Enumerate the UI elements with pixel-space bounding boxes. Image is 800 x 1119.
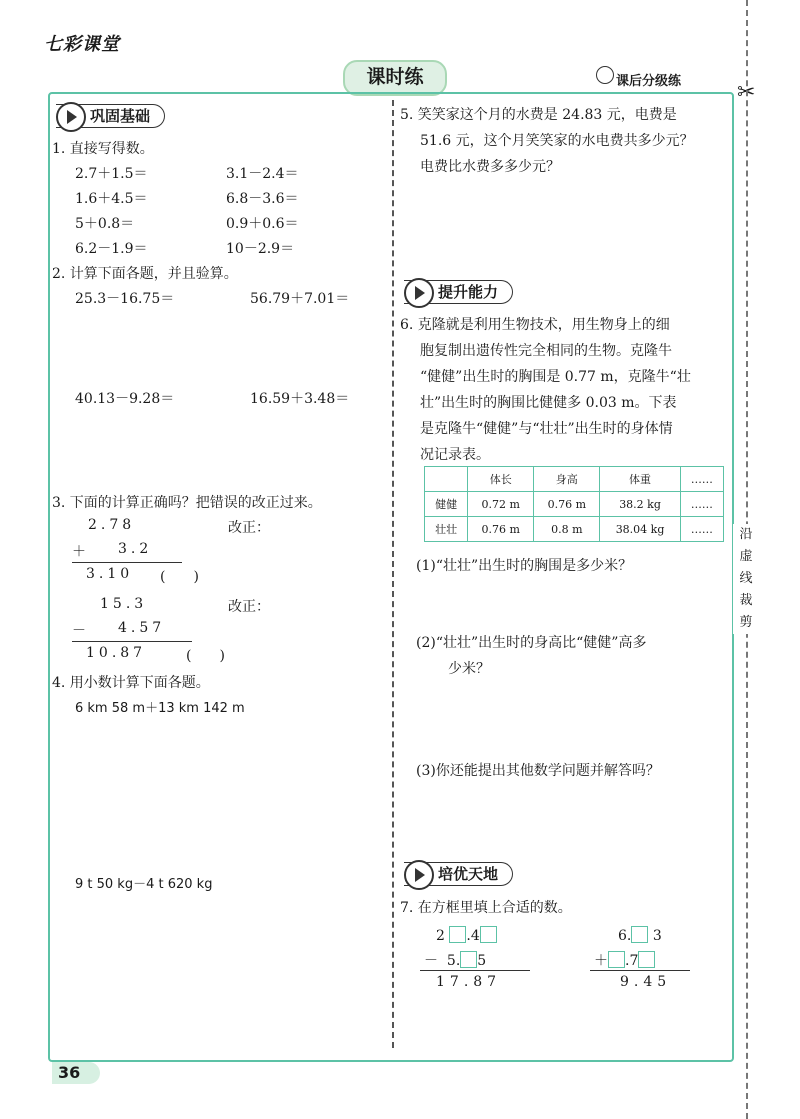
q2-item: 56.79＋7.01＝ (250, 291, 350, 307)
answer-box[interactable] (480, 926, 497, 943)
q7b-line (590, 970, 690, 971)
q3a-bottom: 3.2 (118, 541, 153, 557)
q1-item: 5＋0.8＝ (75, 216, 135, 232)
q6-sub1: (1)“壮壮”出生时的胸围是多少米？ (416, 558, 633, 574)
q1-item: 2.7＋1.5＝ (75, 166, 148, 182)
q3b-fix-label: 改正： (228, 599, 270, 615)
q7-title: 7. 在方框里填上合适的数。 (400, 900, 572, 916)
q3b-op: － (72, 623, 86, 639)
q4-item: 6 km 58 m＋13 km 142 m (75, 701, 245, 716)
play-icon (404, 860, 434, 890)
q1-item: 0.9＋0.6＝ (226, 216, 299, 232)
answer-box[interactable] (631, 926, 648, 943)
q1-item: 6.8－3.6＝ (226, 191, 299, 207)
q3-title: 3. 下面的计算正确吗？把错误的改正过来。 (52, 495, 322, 511)
q1-item: 10－2.9＝ (226, 241, 295, 257)
section-improve: 提升能力 (404, 280, 513, 304)
q1-item: 1.6＋4.5＝ (75, 191, 148, 207)
table-row: 健健 0.72 m 0.76 m 38.2 kg …… (425, 492, 724, 517)
q3b-bottom: 4.57 (118, 620, 166, 636)
cut-instruction: 沿 虚 线 裁 剪 (733, 524, 759, 634)
content-frame (48, 92, 734, 1062)
q6-text: 6. 克隆就是利用生物技术，用生物身上的细 胞复制出遗传性完全相同的生物。克隆牛 “健健”出生时的胸围是 0.77 m，克隆牛“壮 壮”出生时的胸围比健健多 0.03 m。下表 是克隆牛“健健”与“壮壮”出生时的身体情 况记录表。 (400, 317, 691, 463)
page-title: 课时练 (343, 60, 447, 96)
q3a-fix-label: 改正： (228, 520, 270, 536)
q7b-mid: ＋ .7 (594, 950, 655, 970)
table-row: 壮壮 0.76 m 0.8 m 38.04 kg …… (425, 517, 724, 542)
q6-sub2: (2)“壮壮”出生时的身高比“健健”高多 少米？ (416, 635, 647, 677)
q7a-result: 17.87 (436, 974, 502, 990)
brand-text: 七彩课堂 (44, 34, 120, 55)
q5-text: 5. 笑笑家这个月的水费是 24.83 元，电费是 51.6 元，这个月笑笑家的水电费共多少元？ 电费比水费多多少元？ (400, 107, 694, 175)
column-divider (392, 100, 394, 1048)
subtitle: 课后分级练 (616, 74, 682, 89)
q3a-result: 3.10 (86, 566, 134, 582)
q7a-top: 2 .4 (436, 926, 497, 944)
section-excellence: 培优天地 (404, 862, 513, 886)
play-icon (404, 278, 434, 308)
q7b-result: 9.45 (620, 974, 672, 990)
answer-box[interactable] (460, 951, 477, 968)
q4-item: 9 t 50 kg－4 t 620 kg (75, 877, 213, 892)
q3a-line (72, 562, 182, 563)
body-info-table (424, 466, 724, 542)
clock-icon (596, 66, 614, 84)
q7b-top: 6. 3 (618, 928, 662, 944)
q3b-line (72, 641, 192, 642)
q3b-top: 15.3 (100, 596, 148, 612)
q1-item: 3.1－2.4＝ (226, 166, 299, 182)
q2-item: 25.3－16.75＝ (75, 291, 175, 307)
answer-box[interactable] (449, 926, 466, 943)
q3a-top: 2.78 (88, 517, 136, 533)
table-header-row: 体长 身高 体重 …… (425, 467, 724, 492)
section-consolidate: 巩固基础 (56, 104, 165, 128)
q7a-line (420, 970, 530, 971)
q7a-mid: － 5. 5 (424, 953, 487, 969)
q3b-answer[interactable]: ( ) (186, 648, 225, 664)
q3a-op: ＋ (72, 544, 86, 560)
q6-sub3: (3)你还能提出其他数学问题并解答吗？ (416, 763, 660, 779)
scissors-icon: ✂ (737, 80, 756, 105)
brand-logo (44, 30, 120, 56)
play-icon (56, 102, 86, 132)
q3a-answer[interactable]: ( ) (160, 569, 199, 585)
q1-item: 6.2－1.9＝ (75, 241, 148, 257)
q4-title: 4. 用小数计算下面各题。 (52, 675, 210, 691)
q3b-result: 10.87 (86, 645, 147, 661)
q2-item: 16.59＋3.48＝ (250, 391, 350, 407)
q2-item: 40.13－9.28＝ (75, 391, 175, 407)
answer-box[interactable] (638, 951, 655, 968)
q2-title: 2. 计算下面各题，并且验算。 (52, 266, 238, 282)
q1-title: 1. 直接写得数。 (52, 141, 154, 157)
answer-box[interactable] (608, 951, 625, 968)
page-number: 36 (52, 1062, 100, 1084)
